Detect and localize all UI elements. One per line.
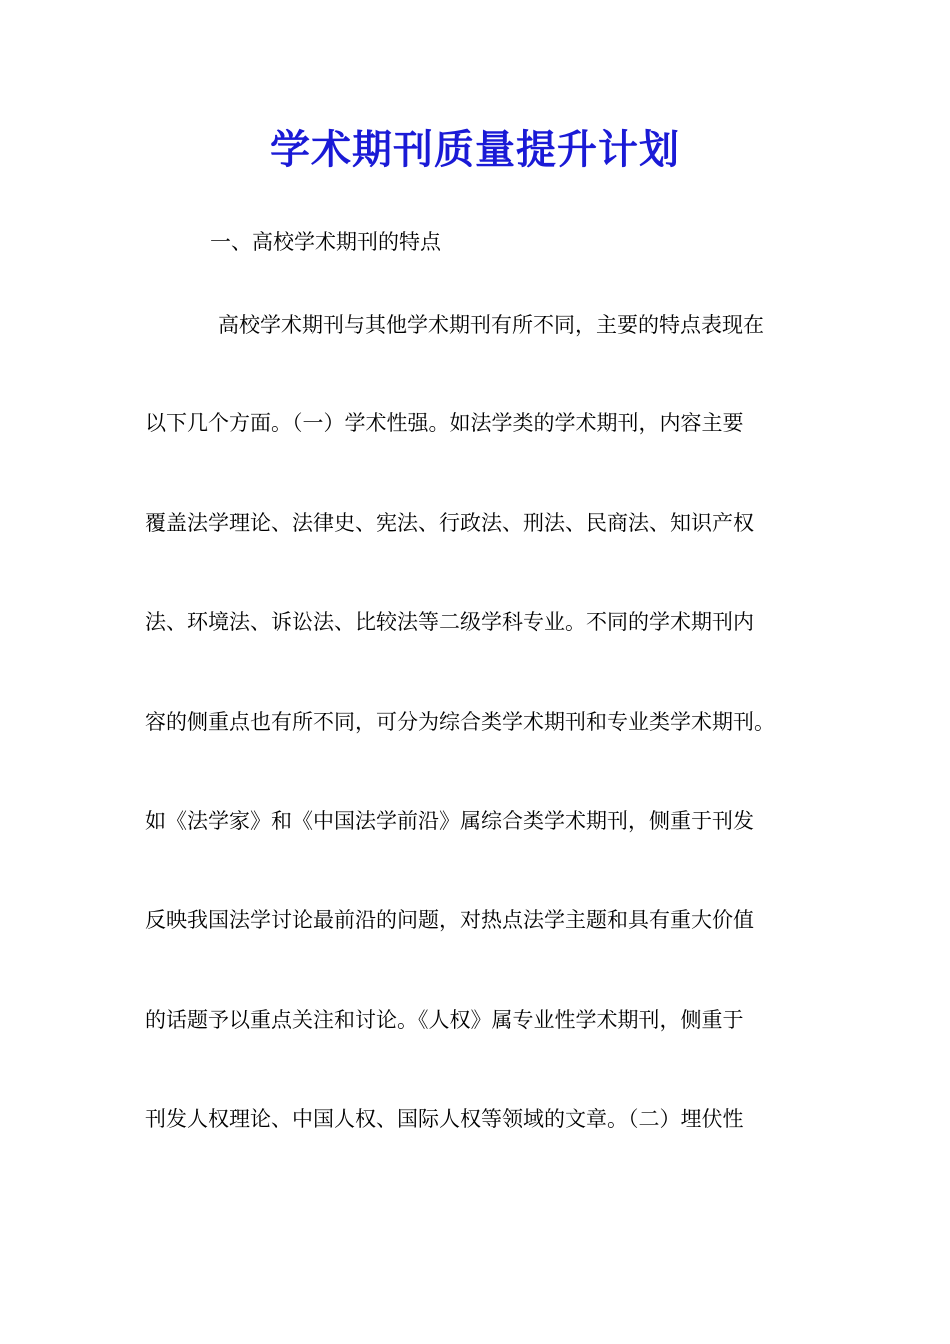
paragraph-line: 以下几个方面。（一）学术性强。如法学类的学术期刊，内容主要 [145,411,744,435]
paragraph-line: 反映我国法学讨论最前沿的问题，对热点法学主题和具有重大价值 [145,908,754,932]
section-heading: 一、高校学术期刊的特点 [210,230,441,254]
paragraph-line: 的话题予以重点关注和讨论。《人权》属专业性学术期刊，侧重于 [145,1008,744,1032]
paragraph-line: 如《法学家》和《中国法学前沿》属综合类学术期刊，侧重于刊发 [145,809,754,833]
paragraph-line: 法、环境法、诉讼法、比较法等二级学科专业。不同的学术期刊内 [145,610,754,634]
paragraph-line: 容的侧重点也有所不同，可分为综合类学术期刊和专业类学术期刊。 [145,710,775,734]
paragraph-line: 覆盖法学理论、法律史、宪法、行政法、刑法、民商法、知识产权 [145,511,754,535]
paragraph-line: 高校学术期刊与其他学术期刊有所不同，主要的特点表现在 [218,313,764,337]
page-title: 学术期刊质量提升计划 [270,126,680,173]
paragraph-line: 刊发人权理论、中国人权、国际人权等领域的文章。（二）埋伏性 [145,1107,744,1131]
